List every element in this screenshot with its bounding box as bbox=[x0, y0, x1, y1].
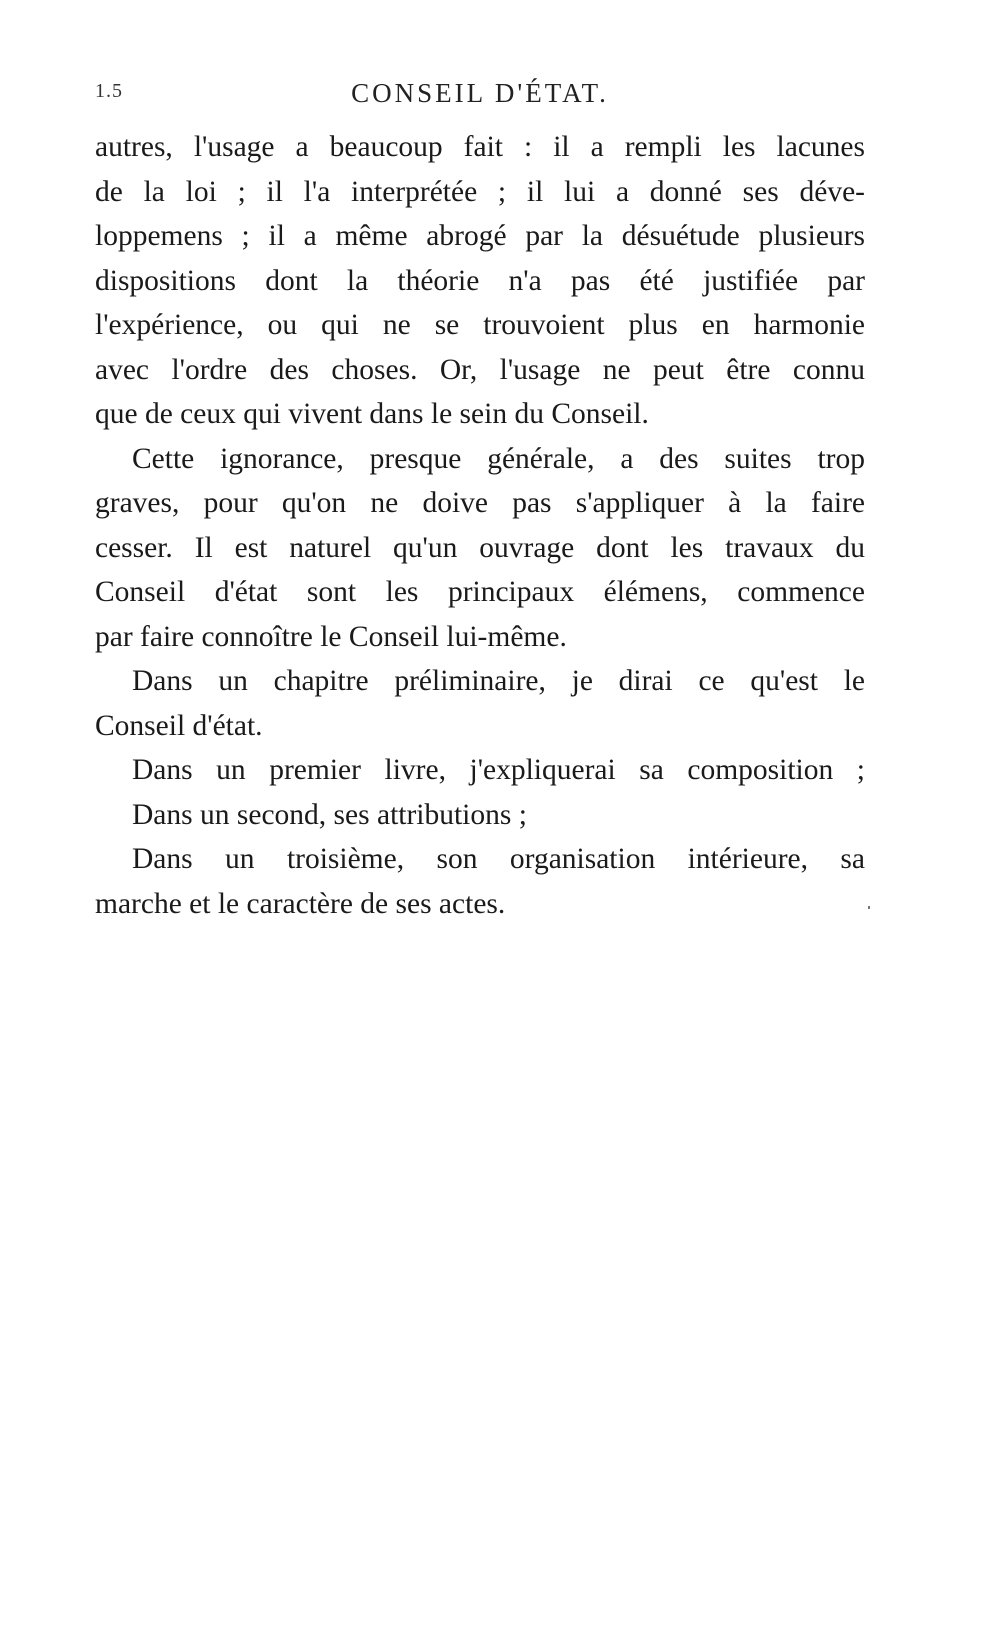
text-line: Conseil d'état sont les principaux élémens, commence bbox=[95, 576, 865, 608]
text-line: de la loi ; il l'a interprétée ; il lui a donné ses déve- bbox=[95, 175, 865, 208]
paragraph bbox=[95, 748, 865, 793]
paragraph bbox=[95, 793, 865, 838]
running-head bbox=[95, 78, 865, 118]
text-line: graves, pour qu'on ne doive pas s'appliquer à la faire bbox=[95, 487, 865, 519]
text-line: Cette ignorance, presque générale, a des suites trop bbox=[132, 442, 865, 475]
paragraph bbox=[95, 437, 865, 660]
text-line: Dans un chapitre préliminaire, je dirai ce qu'est le bbox=[132, 665, 865, 697]
text-line: l'expérience, ou qui ne se trouvoient plus en harmonie bbox=[95, 309, 865, 341]
text-line: Dans un troisième, son organisation intérieure, sa bbox=[132, 843, 865, 875]
paragraph bbox=[95, 125, 865, 437]
body-text bbox=[95, 125, 865, 926]
running-title: CONSEIL D'ÉTAT. bbox=[351, 78, 609, 108]
text-line: dispositions dont la théorie n'a pas été justifiée par bbox=[95, 264, 865, 297]
text-line: marche et le caractère de ses actes. bbox=[95, 887, 506, 920]
paragraph bbox=[95, 837, 865, 926]
text-line: Dans un premier livre, j'expliquerai sa composition ; bbox=[132, 754, 865, 786]
text-line: que de ceux qui vivent dans le sein du Conseil. bbox=[95, 398, 649, 430]
paragraph bbox=[95, 659, 865, 748]
page-number: 1.5 bbox=[95, 80, 123, 102]
text-line: Conseil d'état. bbox=[95, 709, 263, 742]
text-line: Dans un second, ses attributions ; bbox=[132, 798, 527, 831]
text-line: autres, l'usage a beaucoup fait : il a rempli les lacunes bbox=[95, 131, 865, 163]
text-line: avec l'ordre des choses. Or, l'usage ne peut être connu bbox=[95, 353, 865, 386]
text-line: loppemens ; il a même abrogé par la désuétude plusieurs bbox=[95, 220, 865, 252]
text-line: cesser. Il est naturel qu'un ouvrage dont les travaux du bbox=[95, 531, 865, 564]
text-line: par faire connoître le Conseil lui-même. bbox=[95, 620, 567, 653]
scan-speck bbox=[868, 906, 870, 909]
